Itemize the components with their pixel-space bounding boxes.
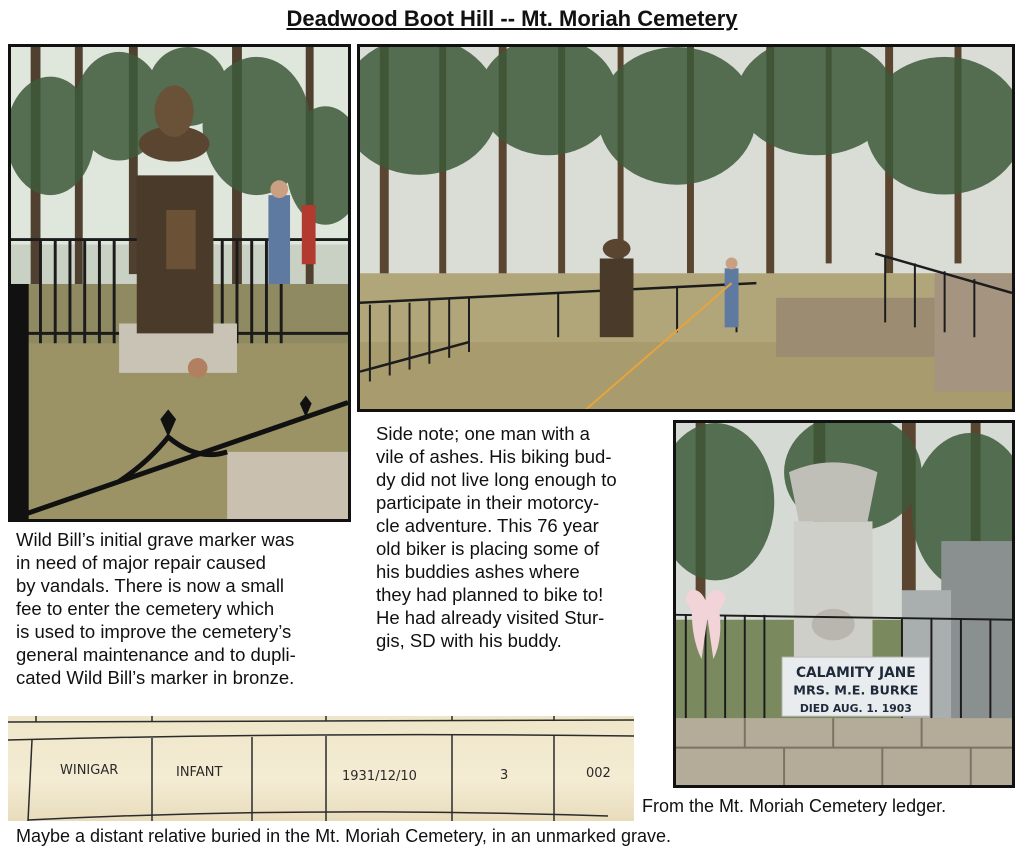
- caption-line: vile of ashes. His biking bud-: [376, 446, 612, 467]
- ledger-plot: 002: [586, 766, 611, 781]
- cemetery-overview-photo: [357, 44, 1015, 412]
- caption-line: He had already visited Stur-: [376, 607, 605, 628]
- ledger-date: 1931/12/10: [342, 769, 417, 784]
- caption-line: gis, SD with his buddy.: [376, 630, 562, 651]
- caption-line: old biker is placing some of: [376, 538, 600, 559]
- caption-line: participate in their motorcy-: [376, 492, 600, 513]
- caption-line: fee to enter the cemetery which: [16, 598, 275, 619]
- ledger-source-caption: From the Mt. Moriah Cemetery ledger.: [642, 796, 947, 816]
- caption-line: cated Wild Bill’s marker in bronze.: [16, 667, 295, 688]
- headstone-line-1: CALAMITY JANE: [795, 664, 916, 681]
- headstone-line-3: DIED AUG. 1. 1903: [799, 702, 912, 716]
- wild-bill-caption: [16, 528, 342, 689]
- wild-bill-bust-photo: [8, 44, 351, 522]
- page-title: Deadwood Boot Hill -- Mt. Moriah Cemetery: [286, 6, 738, 31]
- caption-line: by vandals. There is now a small: [16, 575, 285, 596]
- headstone-line-2: MRS. M.E. BURKE: [793, 683, 919, 699]
- ledger-given-name: INFANT: [176, 765, 223, 780]
- caption-line: Wild Bill’s initial grave marker was: [16, 529, 295, 550]
- ledger-surname: WINIGAR: [60, 763, 119, 778]
- caption-line: general maintenance and to dupli-: [16, 644, 296, 665]
- bottom-note: Maybe a distant relative buried in the Mt. Moriah Cemetery, in an unmarked grave.: [16, 826, 671, 846]
- caption-line: in need of major repair caused: [16, 552, 266, 573]
- ledger-section: 3: [500, 768, 509, 783]
- caption-line: dy did not live long enough to: [376, 469, 617, 490]
- caption-line: cle adventure. This 76 year: [376, 515, 599, 536]
- calamity-jane-grave-photo: [673, 420, 1015, 788]
- caption-line: they had planned to bike to!: [376, 584, 604, 605]
- caption-line: his buddies ashes where: [376, 561, 580, 582]
- side-note-caption: [376, 422, 648, 652]
- cemetery-ledger-image: [8, 716, 634, 821]
- caption-line: Side note; one man with a: [376, 423, 590, 444]
- caption-line: is used to improve the cemetery’s: [16, 621, 292, 642]
